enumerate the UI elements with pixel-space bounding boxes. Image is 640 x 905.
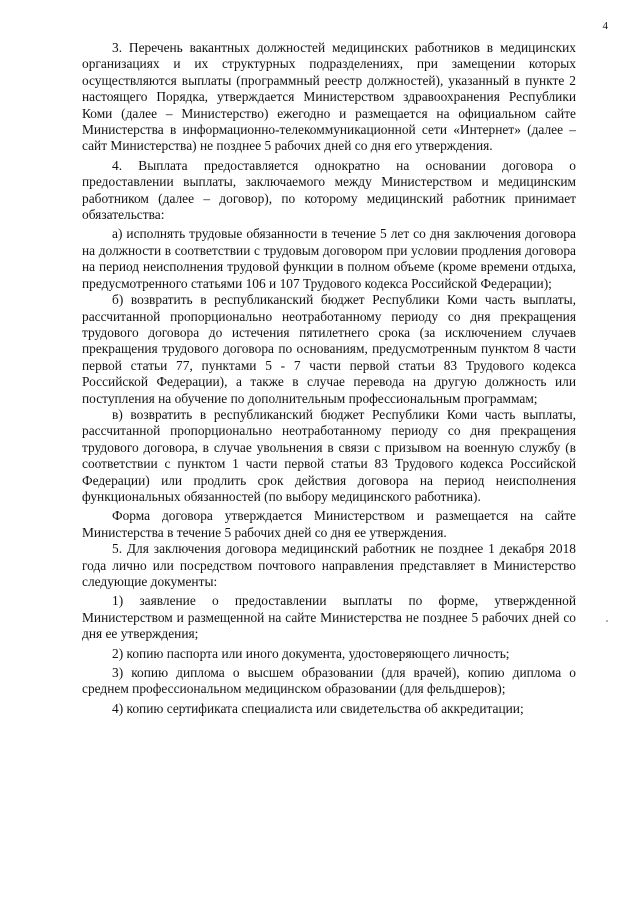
document-item-2-passport: 2) копию паспорта или иного документа, удостоверяющего личность;: [112, 645, 510, 661]
scan-speck: [606, 620, 608, 622]
document-item-1-application: 1) заявление о предоставлении выплаты по форме, утвержденной Министерством и размещенной на сайте Министерства не позднее 5 рабочих дней со дня ее утверждения;: [82, 593, 576, 642]
paragraph-5-documents: 5. Для заключения договора медицинский работник не позднее 1 декабря 2018 года лично или посредством почтового направления представляет в Министерство следующие документы:: [82, 541, 576, 589]
document-item-3-diploma: 3) копию диплома о высшем образовании (для врачей), копию диплома о среднем профессиональном медицинском образовании (для фельдшеров);: [82, 665, 576, 697]
paragraph-3-vacancy-list: 3. Перечень вакантных должностей медицинских работников в медицинских организациях и их структурных подразделениях, при замещении которых осуществляются выплаты (программный реестр должностей), указанный в пункте 2 настоящего Порядка, утверждается Министерством здравоохранения Республики Коми (далее – Министерство) ежегодно и размещается на официальном сайте Министерства в информационно-телекоммуникационной сети «Интернет» (далее – сайт Министерства) не позднее 5 рабочих дней со дня его утверждения.: [82, 40, 576, 154]
obligation-c: в) возвратить в республиканский бюджет Республики Коми часть выплаты, рассчитанной пропорционально неотработанному периоду со дня прекращения трудового договора, в случае увольнения в связи с призывом на военную службу (в соответствии с пунктом 1 части первой статьи 83 Трудового кодекса Российской Федерации) или продлить срок действия договора на период неисполнения функциональных обязанностей (по выбору медицинского работника).: [82, 406, 576, 504]
page-number: 4: [602, 20, 608, 32]
document-item-4-certificate: 4) копию сертификата специалиста или свидетельства об аккредитации;: [112, 700, 524, 716]
obligation-a: а) исполнять трудовые обязанности в течение 5 лет со дня заключения договора на должности в соответствии с трудовым договором при условии продления договора на период неисполнения трудовой функции в полном объеме (кроме времени отдыха, предусмотренного статьями 106 и 107 Трудового кодекса Российской Федерации);: [82, 226, 576, 291]
document-body: [82, 40, 576, 717]
paragraph-4-payment-basis: 4. Выплата предоставляется однократно на основании договора о предоставлении выплаты, заключаемого между Министерством и медицинским работником (далее – договор), по которому медицинский работник принимает обязательства:: [82, 157, 576, 223]
contract-form-paragraph: Форма договора утверждается Министерством и размещается на сайте Министерства в течение 5 рабочих дней со дня ее утверждения.: [82, 508, 576, 540]
obligation-b: б) возвратить в республиканский бюджет Республики Коми часть выплаты, рассчитанной пропорционально неотработанному периоду со дня прекращения трудового договора до истечения пятилетнего срока (за исключением случаев прекращения трудового договора по основаниям, предусмотренным пунктом 8 части первой статьи 77, пунктами 5 - 7 части первой статьи 83 Трудового кодекса Российской Федерации), а также в случае перевода на другую должность или поступления на обучение по дополнительным профессиональным программам;: [82, 292, 576, 406]
